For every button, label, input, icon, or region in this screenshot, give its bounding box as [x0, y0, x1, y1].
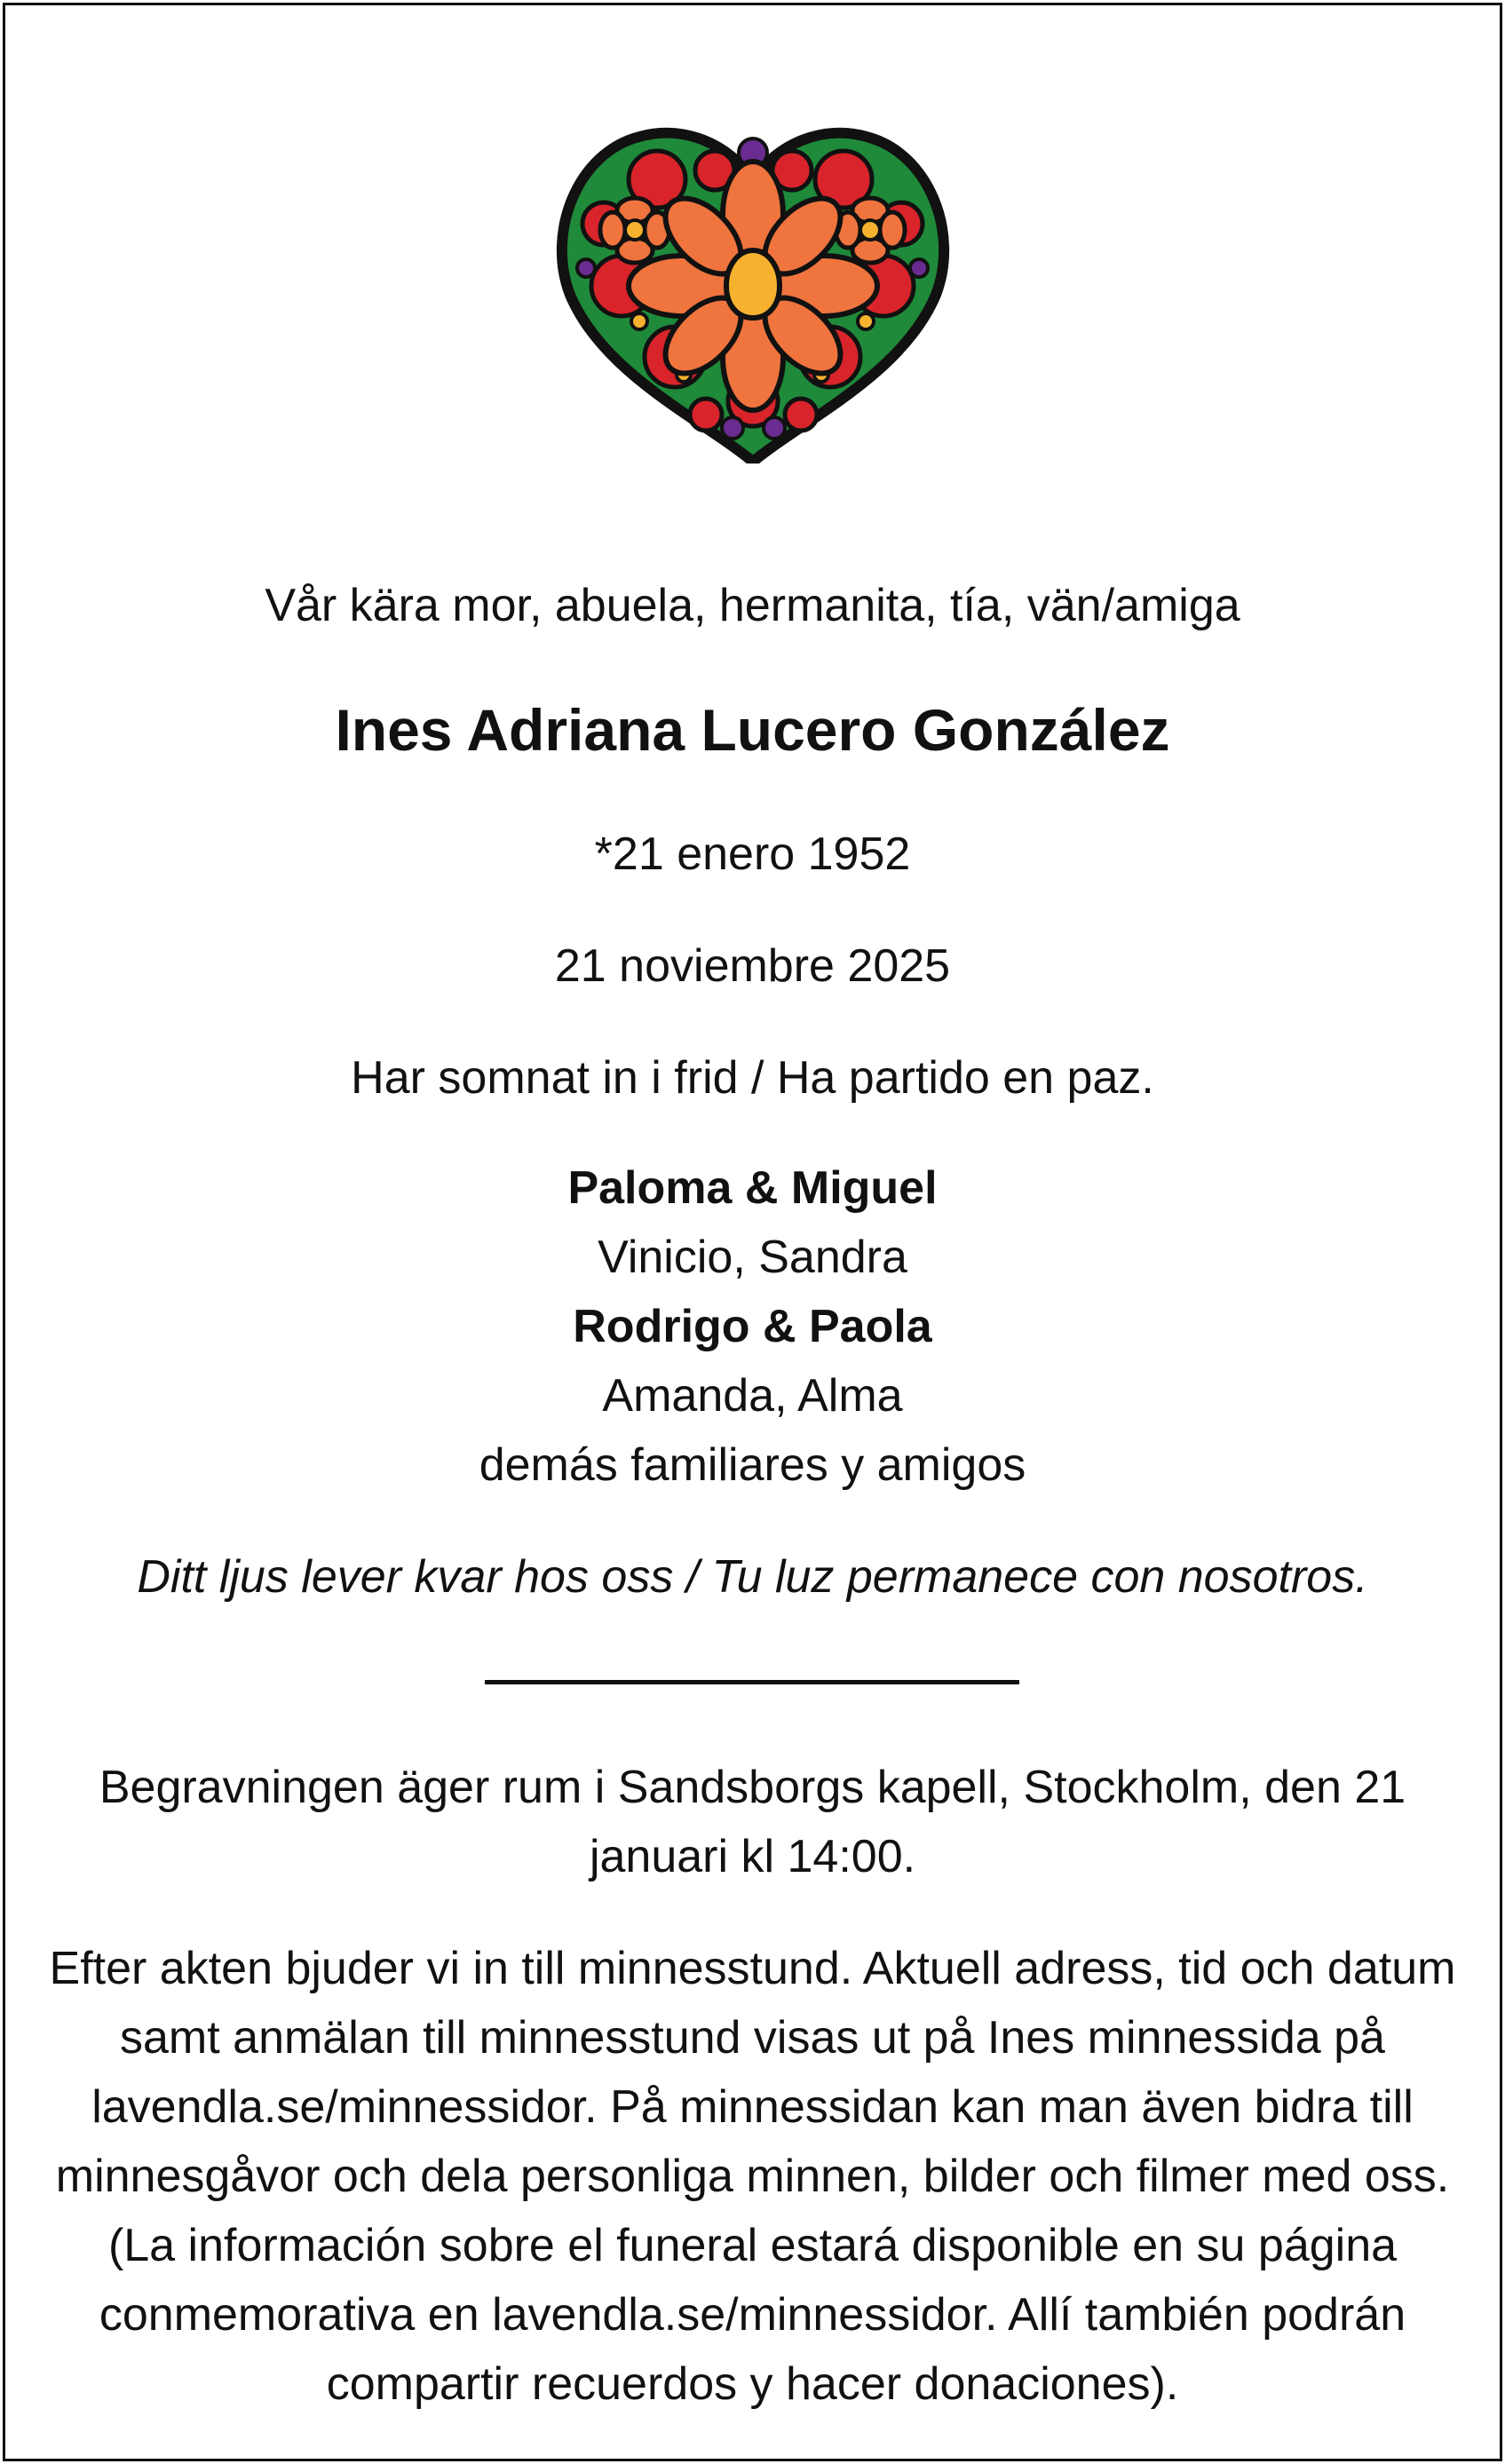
family-line: Vinicio, Sandra — [598, 1232, 907, 1283]
deceased-name: Ines Adriana Lucero González — [335, 697, 1170, 763]
family-line: Rodrigo & Paola — [573, 1301, 932, 1352]
peace-line: Har somnat in i frid / Ha partido en paz. — [351, 1052, 1154, 1104]
memorial-quote: Ditt ljus lever kvar hos oss / Tu luz permanece con nosotros. — [137, 1551, 1368, 1603]
divider — [485, 1680, 1019, 1684]
flower-heart-icon — [551, 117, 955, 463]
intro-line: Vår kära mor, abuela, hermanita, tía, vän/amiga — [265, 580, 1240, 631]
family-line: Paloma & Miguel — [567, 1162, 938, 1214]
family-line: Amanda, Alma — [602, 1370, 903, 1422]
memorial-info: Efter akten bjuder vi in till minnesstund. Aktuell adress, tid och datum samt anmälan till minnesstund visas ut på Ines minnessida på lavendla.se/minnessidor. På minnessidan kan man även bidra till minnesgåvor och dela personliga minnen, bilder och filmer med oss. (La información sobre el funeral estará disponible en su página conmemorativa en lavendla.se/minnessidor. Allí también podrán compartir recuerdos y hacer donaciones). — [49, 1943, 1456, 2410]
family-line: demás familiares y amigos — [479, 1439, 1026, 1491]
death-date: 21 noviembre 2025 — [554, 940, 951, 992]
birth-date: *21 enero 1952 — [594, 828, 911, 880]
funeral-info: Begravningen äger rum i Sandsborgs kapell, Stockholm, den 21 januari kl 14:00. — [99, 1762, 1406, 1882]
